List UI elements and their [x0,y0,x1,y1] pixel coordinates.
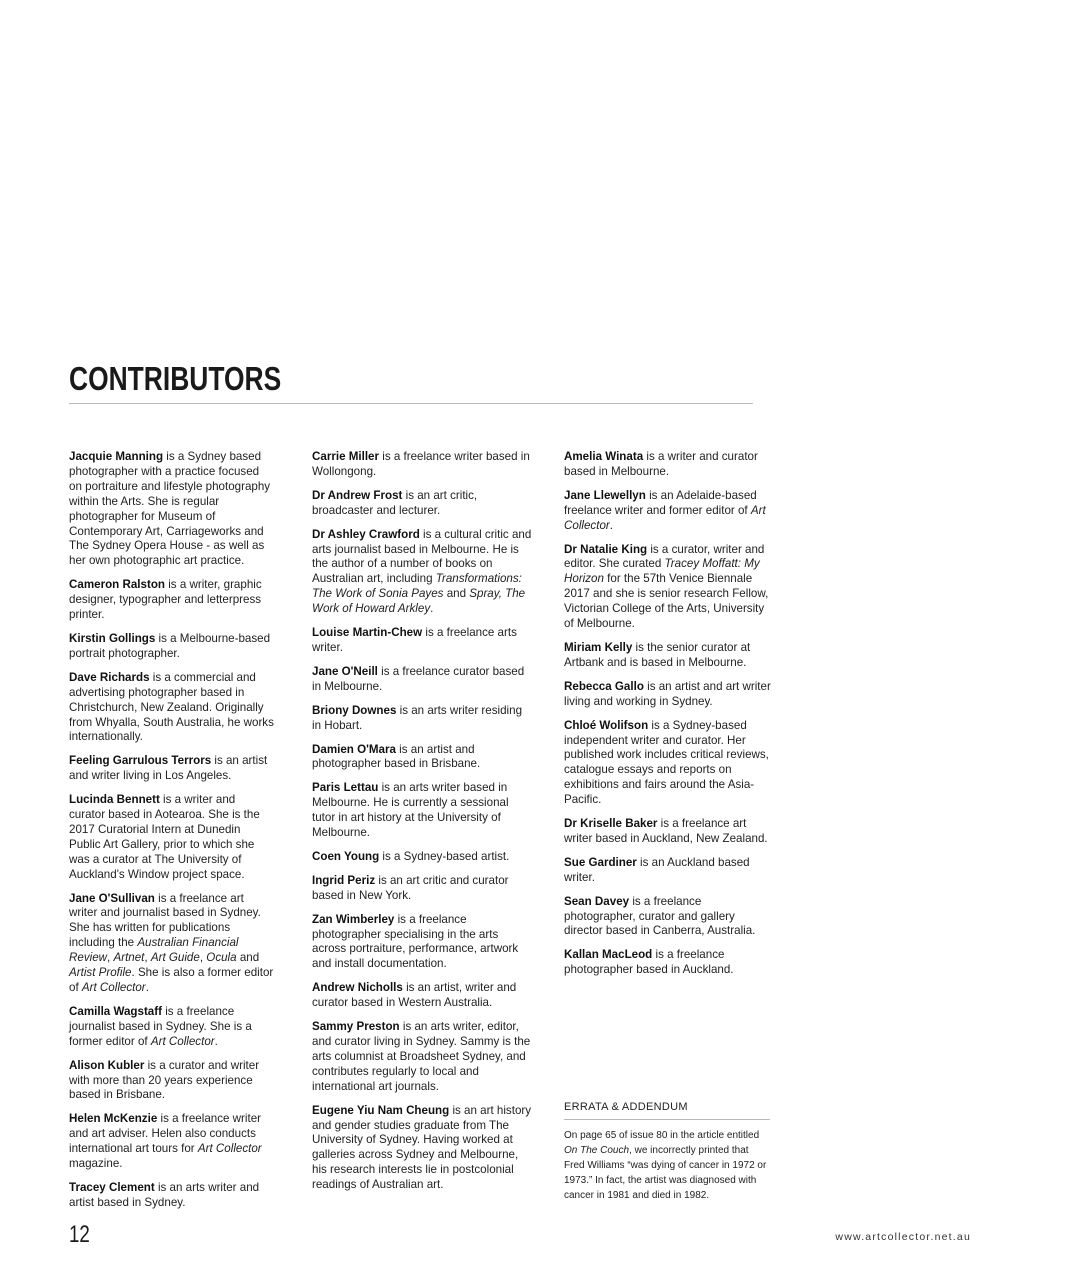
entry-text: is an art critic and curator based in New York. [312,873,509,902]
contributor-name: Rebecca Gallo [564,679,644,693]
entry-text: . [214,1034,218,1048]
entry-text: is an Adelaide-based freelance writer and former editor of [564,488,757,517]
contributor-name: Coen Young [312,849,380,863]
contributor-entry [564,719,774,808]
entry-text: for the 57th Venice Biennale 2017 and she is senior research Fellow, Victorian College of the Arts, University of Melbourne. [564,572,769,631]
website-url[interactable]: www.artcollector.net.au [835,1231,971,1243]
entry-text: is an arts writer residing in Hobart. [312,703,523,732]
contributor-entry [312,981,534,1011]
contributor-name: Dr Andrew Frost [312,488,403,502]
entry-text: is an art critic, broadcaster and lecturer. [312,488,478,517]
contributor-entry [564,489,774,534]
contributor-entry [312,850,534,865]
contributor-name: Feeling Garrulous Terrors [69,754,212,768]
contributor-name: Jacquie Manning [69,450,164,463]
italic-title: Art Collector [81,981,146,994]
contributor-name: Paris Lettau [312,781,379,795]
contributor-entry [312,665,534,695]
contributor-name: Jane O'Neill [312,664,378,678]
contributor-name: Miriam Kelly [564,640,633,654]
entry-text: is a freelance writer based in Wollongong. [312,450,530,478]
contributor-entry [69,1005,274,1050]
contributor-entry [312,781,534,841]
entry-text: is the senior curator at Artbank and is based in Melbourne. [564,640,751,669]
contributor-name: Alison Kubler [69,1058,145,1072]
contributor-entry [564,450,774,480]
italic-title: Australian Financial Review [69,936,239,965]
contributor-name: Dr Kriselle Baker [564,817,658,831]
page-title: CONTRIBUTORS [69,360,282,397]
contributor-entry [312,626,534,656]
contributor-name: Briony Downes [312,703,397,717]
entry-text: and [236,951,260,965]
contributor-entry [312,704,534,734]
italic-title: Art Collector [150,1034,215,1048]
entry-text: is an artist and photographer based in Brisbane. [312,742,481,771]
contributor-entry [69,632,274,662]
contributor-name: Dr Natalie King [564,542,648,556]
entry-text: is a freelance photographer based in Auckland. [564,948,734,977]
contributor-entry [69,793,274,882]
contributor-name: Jane O'Sullivan [69,891,155,905]
contributor-name: Tracey Clement [69,1180,155,1194]
entry-text: is an arts writer, editor, and curator living in Sydney. Sammy is the arts columnist at Broadsheet Sydney, and contributes regularly to local and international art journals. [312,1020,531,1093]
entry-text: magazine. [69,1157,123,1171]
contributor-name: Sean Davey [564,894,630,908]
contributor-name: Carrie Miller [312,450,380,463]
entry-text: is an artist and art writer living and working in Sydney. [564,679,771,708]
contributors-column-3 [564,450,774,987]
contributor-entry [312,743,534,773]
entry-text: is a writer and curator based in Aotearoa. She is the 2017 Curatorial Intern at Dunedin Public Art Gallery, prior to which she was a curator at The University of Auckland's Window project space. [69,793,260,881]
entry-text: On page 65 of issue 80 in the article entitled [564,1130,760,1141]
entry-text: is a freelance photographer specialising in the arts across portraiture, performance, artwork and install documentation. [312,912,519,971]
contributor-entry [69,578,274,623]
entry-text: is a Sydney-based independent writer and curator. Her published work includes critical reviews, catalogue essays and reports on exhibitions and fairs around the Asia-Pacific. [564,718,769,807]
contributor-entry [564,543,774,632]
page-number: 12 [69,1221,90,1248]
contributor-entry [312,1020,534,1095]
contributor-entry [312,874,534,904]
errata-box [564,1101,770,1204]
entry-text: is a freelance photographer, curator and gallery director based in Canberra, Australia. [564,894,756,938]
entry-text: is an Auckland based writer. [564,855,750,884]
contributor-name: Kallan MacLeod [564,948,653,962]
contributor-name: Zan Wimberley [312,912,395,926]
contributor-entry [312,528,534,617]
contributor-entry [564,680,774,710]
contributor-name: Chloé Wolifson [564,718,649,732]
contributor-name: Eugene Yiu Nam Cheung [312,1103,450,1117]
entry-text: is a commercial and advertising photographer based in Christchurch, New Zealand. Originally from Whyalla, South Australia, he works internationally. [69,670,274,744]
contributor-name: Dave Richards [69,670,150,684]
contributor-name: Sue Gardiner [564,855,637,869]
entry-text: . She is also a former editor of [69,966,274,994]
contributor-entry [564,895,774,940]
contributor-entry [564,856,774,886]
italic-title: Transformations: The Work of Sonia Payes [312,572,522,601]
contributor-name: Dr Ashley Crawford [312,527,420,541]
italic-title: Art Guide [150,951,200,965]
entry-text: is an artist and writer living in Los Angeles. [69,754,268,783]
italic-title: Artist Profile [69,966,132,980]
contributor-entry [564,817,774,847]
contributor-name: Kirstin Gollings [69,631,156,645]
entry-text: is an art history and gender studies graduate from The University of Sydney. Having worked at galleries across Sydney and Melbourne, his research interests lie in postcolonial readings of Australian art. [312,1103,532,1192]
entry-text: is a writer and curator based in Melbourne. [564,450,758,478]
contributor-entry [69,450,274,569]
contributor-entry [69,1112,274,1172]
contributor-entry [69,892,274,996]
entry-text: is an artist, writer and curator based in Western Australia. [312,981,517,1010]
title-divider [69,403,753,404]
entry-text: is a freelance art writer and journalist based in Sydney. She has written for publications including the [69,891,261,950]
italic-title: Tracey Moffatt: My Horizon [564,557,760,586]
italic-title: Ocula [206,951,237,965]
entry-text: . [145,981,149,994]
entry-text: is a freelance arts writer. [312,626,517,654]
contributor-name: Jane Llewellyn [564,488,646,502]
contributor-entry [69,671,274,746]
contributor-entry [312,913,534,973]
contributor-entry [564,641,774,671]
contributor-name: Lucinda Bennett [69,793,160,807]
contributor-name: Helen McKenzie [69,1112,158,1126]
contributor-name: Amelia Winata [564,450,644,463]
entry-text: , [107,951,114,965]
italic-title: Spray, The Work of Howard Arkley [312,587,526,616]
entry-text: is a Sydney based photographer with a practice focused on portraiture and lifestyle photography within the Arts. She is regular photographer for Museum of Contemporary Art, Carriageworks and The Sydney Opera House - as well as her own photographic art practice. [69,450,271,568]
contributor-entry [312,489,534,519]
entry-text: , [199,951,207,965]
entry-text: is a freelance art writer based in Auckland, New Zealand. [564,817,768,845]
contributor-name: Damien O'Mara [312,742,396,756]
contributor-entry [69,754,274,784]
contributor-entry [69,1059,274,1104]
entry-text: . [430,602,434,616]
contributor-name: Camilla Wagstaff [69,1004,162,1018]
errata-heading: ERRATA & ADDENDUM [564,1101,770,1120]
contributor-name: Cameron Ralston [69,578,165,592]
contributor-name: Louise Martin-Chew [312,626,423,640]
entry-text: is a freelance curator based in Melbourne. [312,664,525,693]
entry-text: is a freelance journalist based in Sydney. She is a former editor of [69,1004,252,1048]
entry-text: is a curator and writer with more than 20 years experience based in Brisbane. [69,1058,260,1102]
entry-text: is a Sydney-based artist. [379,849,510,863]
contributor-name: Ingrid Periz [312,873,376,887]
entry-text: is an arts writer and artist based in Sydney. [69,1180,260,1209]
entry-text: is a Melbourne-based portrait photographer. [69,631,271,660]
contributor-entry [69,1181,274,1211]
contributor-entry [312,1104,534,1193]
italic-title: On The Couch [564,1144,630,1156]
contributor-entry [564,948,774,978]
entry-text: is a freelance writer and art adviser. Helen also conducts international art tours for [69,1112,262,1156]
entry-text: and [443,587,470,601]
contributors-column-2 [312,450,534,1202]
italic-title: Art Collector [197,1142,262,1156]
entry-text: is a cultural critic and arts journalist based in Melbourne. He is the author of a number of books on Australian art, including [312,527,532,586]
contributor-name: Andrew Nicholls [312,981,403,995]
italic-title: Artnet [113,951,145,965]
entry-text: , [144,951,151,965]
entry-text: is a curator, writer and editor. She curated [564,542,765,571]
entry-text: , we incorrectly printed that Fred Williams “was dying of cancer in 1972 or 1973.” In fact, the artist was diagnosed with cancer in 1981 and died in 1982. [564,1144,767,1201]
contributor-entry [312,450,534,480]
contributor-name: Sammy Preston [312,1020,400,1034]
entry-text: . [609,518,613,532]
entry-text: is a writer, graphic designer, typographer and letterpress printer. [69,578,262,622]
contributors-column-1 [69,450,274,1220]
errata-text [564,1129,770,1204]
italic-title: Art Collector [564,503,766,532]
entry-text: is an arts writer based in Melbourne. He is currently a sessional tutor in art history at the University of Melbourne. [312,781,509,840]
